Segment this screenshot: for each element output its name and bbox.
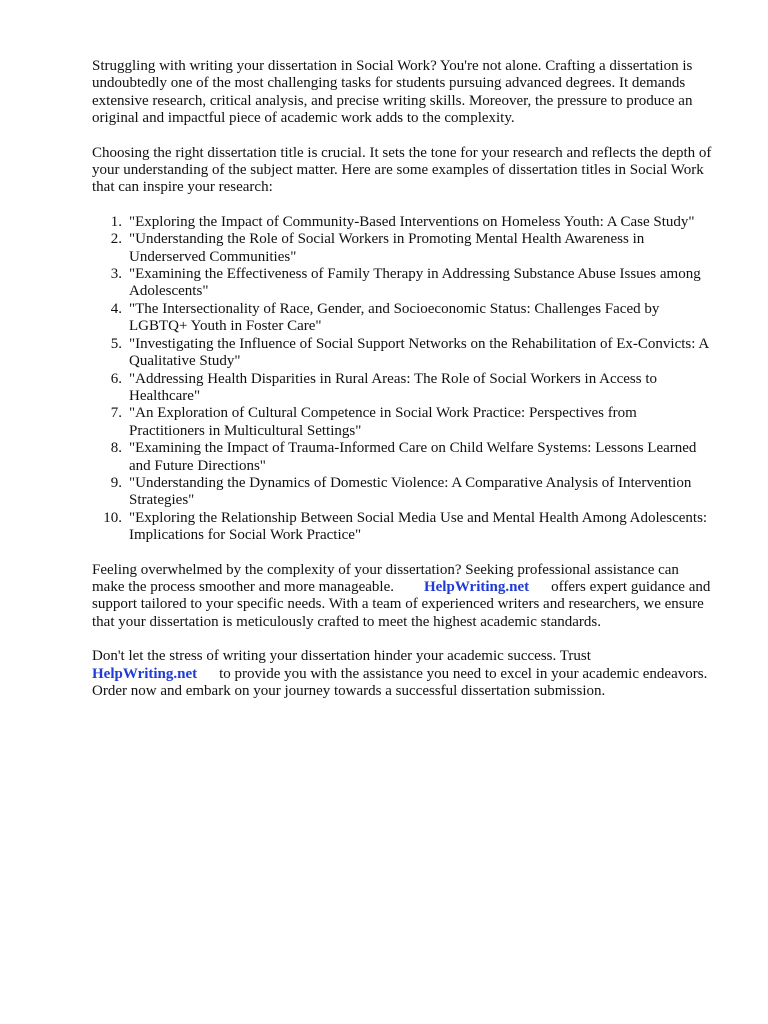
- list-item-number: 6.: [110, 370, 122, 387]
- helpwriting-link[interactable]: HelpWriting.net: [92, 665, 198, 682]
- list-item-number: 2.: [110, 231, 122, 248]
- list-item-text: "Understanding the Role of Social Workers in Promoting Mental Health Awareness in Underserved Communities": [129, 231, 645, 265]
- titles-intro-paragraph: Choosing the right dissertation title is crucial. It sets the tone for your research and reflects the depth of your understanding of the subject matter. Here are some examples of dissertation titles in Social Work that can inspire your research:: [92, 144, 712, 196]
- list-item: [92, 301, 712, 336]
- list-item-number: 8.: [110, 440, 122, 457]
- list-item-text: "Investigating the Influence of Social Support Networks on the Rehabilitation of Ex-Convicts: A Qualitative Study": [129, 335, 709, 370]
- list-item-text: "Examining the Effectiveness of Family Therapy in Addressing Substance Abuse Issues among Adolescents": [129, 266, 701, 300]
- closing-text-after: to provide you with the assistance you need to excel in your academic endeavors. Order now and embark on your journey towards a successful dissertation submission.: [92, 665, 708, 699]
- list-item-number: 1.: [110, 213, 122, 230]
- list-item: [92, 231, 712, 266]
- list-item: [92, 475, 712, 510]
- list-item: [92, 336, 712, 371]
- list-item-text: "The Intersectionality of Race, Gender, and Socioeconomic Status: Challenges Faced by LGBTQ+ Youth in Foster Care": [129, 300, 660, 335]
- list-item-number: 3.: [110, 266, 122, 283]
- assistance-paragraph: [92, 562, 712, 632]
- intro-paragraph: Struggling with writing your dissertation in Social Work? You're not alone. Crafting a dissertation is undoubtedly one of the most challenging tasks for students pursuing advanced degrees. It demands extensive research, critical analysis, and precise writing skills. Moreover, the pressure to produce an original and impactful piece of academic work adds to the complexity.: [92, 58, 693, 127]
- assistance-text-after: offers expert guidance and support tailored to your specific needs. With a team of experienced writers and researchers, we ensure that your dissertation is meticulously crafted to meet the highest academic standards.: [92, 578, 711, 630]
- closing-text-before: Don't let the stress of writing your dissertation hinder your academic success. Trust: [92, 648, 591, 665]
- list-item-text: "Examining the Impact of Trauma-Informed Care on Child Welfare Systems: Lessons Learned and Future Directions": [129, 440, 697, 474]
- closing-paragraph: [92, 648, 712, 700]
- assistance-text-before: Feeling overwhelmed by the complexity of your dissertation? Seeking professional assistance can make the process smoother and more manageable.: [92, 561, 679, 595]
- list-item: [92, 440, 712, 475]
- document-page: [92, 58, 712, 717]
- list-item-text: "Addressing Health Disparities in Rural Areas: The Role of Social Workers in Access to Healthcare": [129, 370, 658, 404]
- list-item-number: 4.: [110, 300, 122, 317]
- list-item-number: 9.: [110, 474, 122, 491]
- list-item-text: "Exploring the Relationship Between Social Media Use and Mental Health Among Adolescents: Implications for Social Work Practice": [129, 509, 708, 544]
- list-item-text: "Exploring the Impact of Community-Based Interventions on Homeless Youth: A Case Study": [129, 213, 695, 230]
- list-item-number: 7.: [110, 405, 122, 422]
- list-item: [92, 510, 712, 545]
- list-item: [92, 214, 712, 231]
- list-item-number: 5.: [110, 335, 122, 352]
- list-item-number: 10.: [103, 509, 122, 526]
- list-item: [92, 405, 712, 440]
- dissertation-titles-list: [92, 214, 712, 545]
- helpwriting-link[interactable]: HelpWriting.net: [423, 578, 530, 595]
- list-item: [92, 371, 712, 406]
- list-item-text: "An Exploration of Cultural Competence in Social Work Practice: Perspectives from Practitioners in Multicultural Settings": [129, 405, 637, 439]
- list-item-text: "Understanding the Dynamics of Domestic Violence: A Comparative Analysis of Intervention Strategies": [129, 474, 692, 509]
- list-item: [92, 266, 712, 301]
